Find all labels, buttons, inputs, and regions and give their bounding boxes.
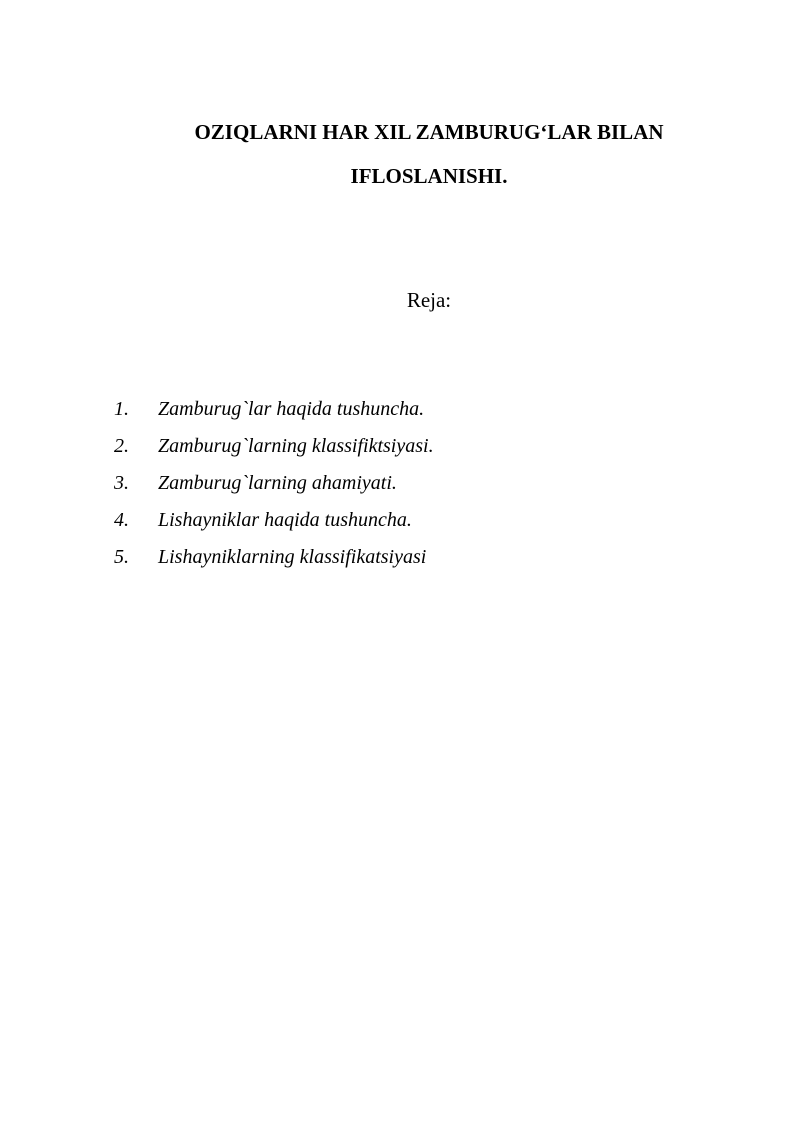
plan-item: [0, 509, 800, 546]
plan-list: [0, 398, 800, 583]
plan-item-number: 4.: [114, 509, 129, 531]
document-title-line-2: IFLOSLANISHI.: [350, 164, 508, 188]
plan-item: [0, 472, 800, 509]
plan-item-number: 1.: [114, 398, 129, 420]
plan-item-text: Lishayniklar haqida tushuncha.: [158, 509, 412, 531]
document-title-line-1: OZIQLARNI HAR XIL ZAMBURUG‘LAR BILAN: [194, 120, 664, 144]
plan-item-number: 2.: [114, 435, 129, 457]
plan-item-text: Zamburug`lar haqida tushuncha.: [158, 398, 425, 420]
plan-item: [0, 398, 800, 435]
plan-item-text: Zamburug`larning klassifiktsiyasi.: [158, 435, 434, 457]
plan-item: [0, 435, 800, 472]
plan-item-number: 5.: [114, 546, 129, 568]
plan-item-number: 3.: [114, 472, 129, 494]
plan-heading: Reja:: [406, 288, 452, 312]
plan-item-text: Zamburug`larning ahamiyati.: [158, 472, 397, 494]
plan-item-text: Lishayniklarning klassifikatsiyasi: [158, 546, 427, 568]
plan-item: [0, 546, 800, 583]
